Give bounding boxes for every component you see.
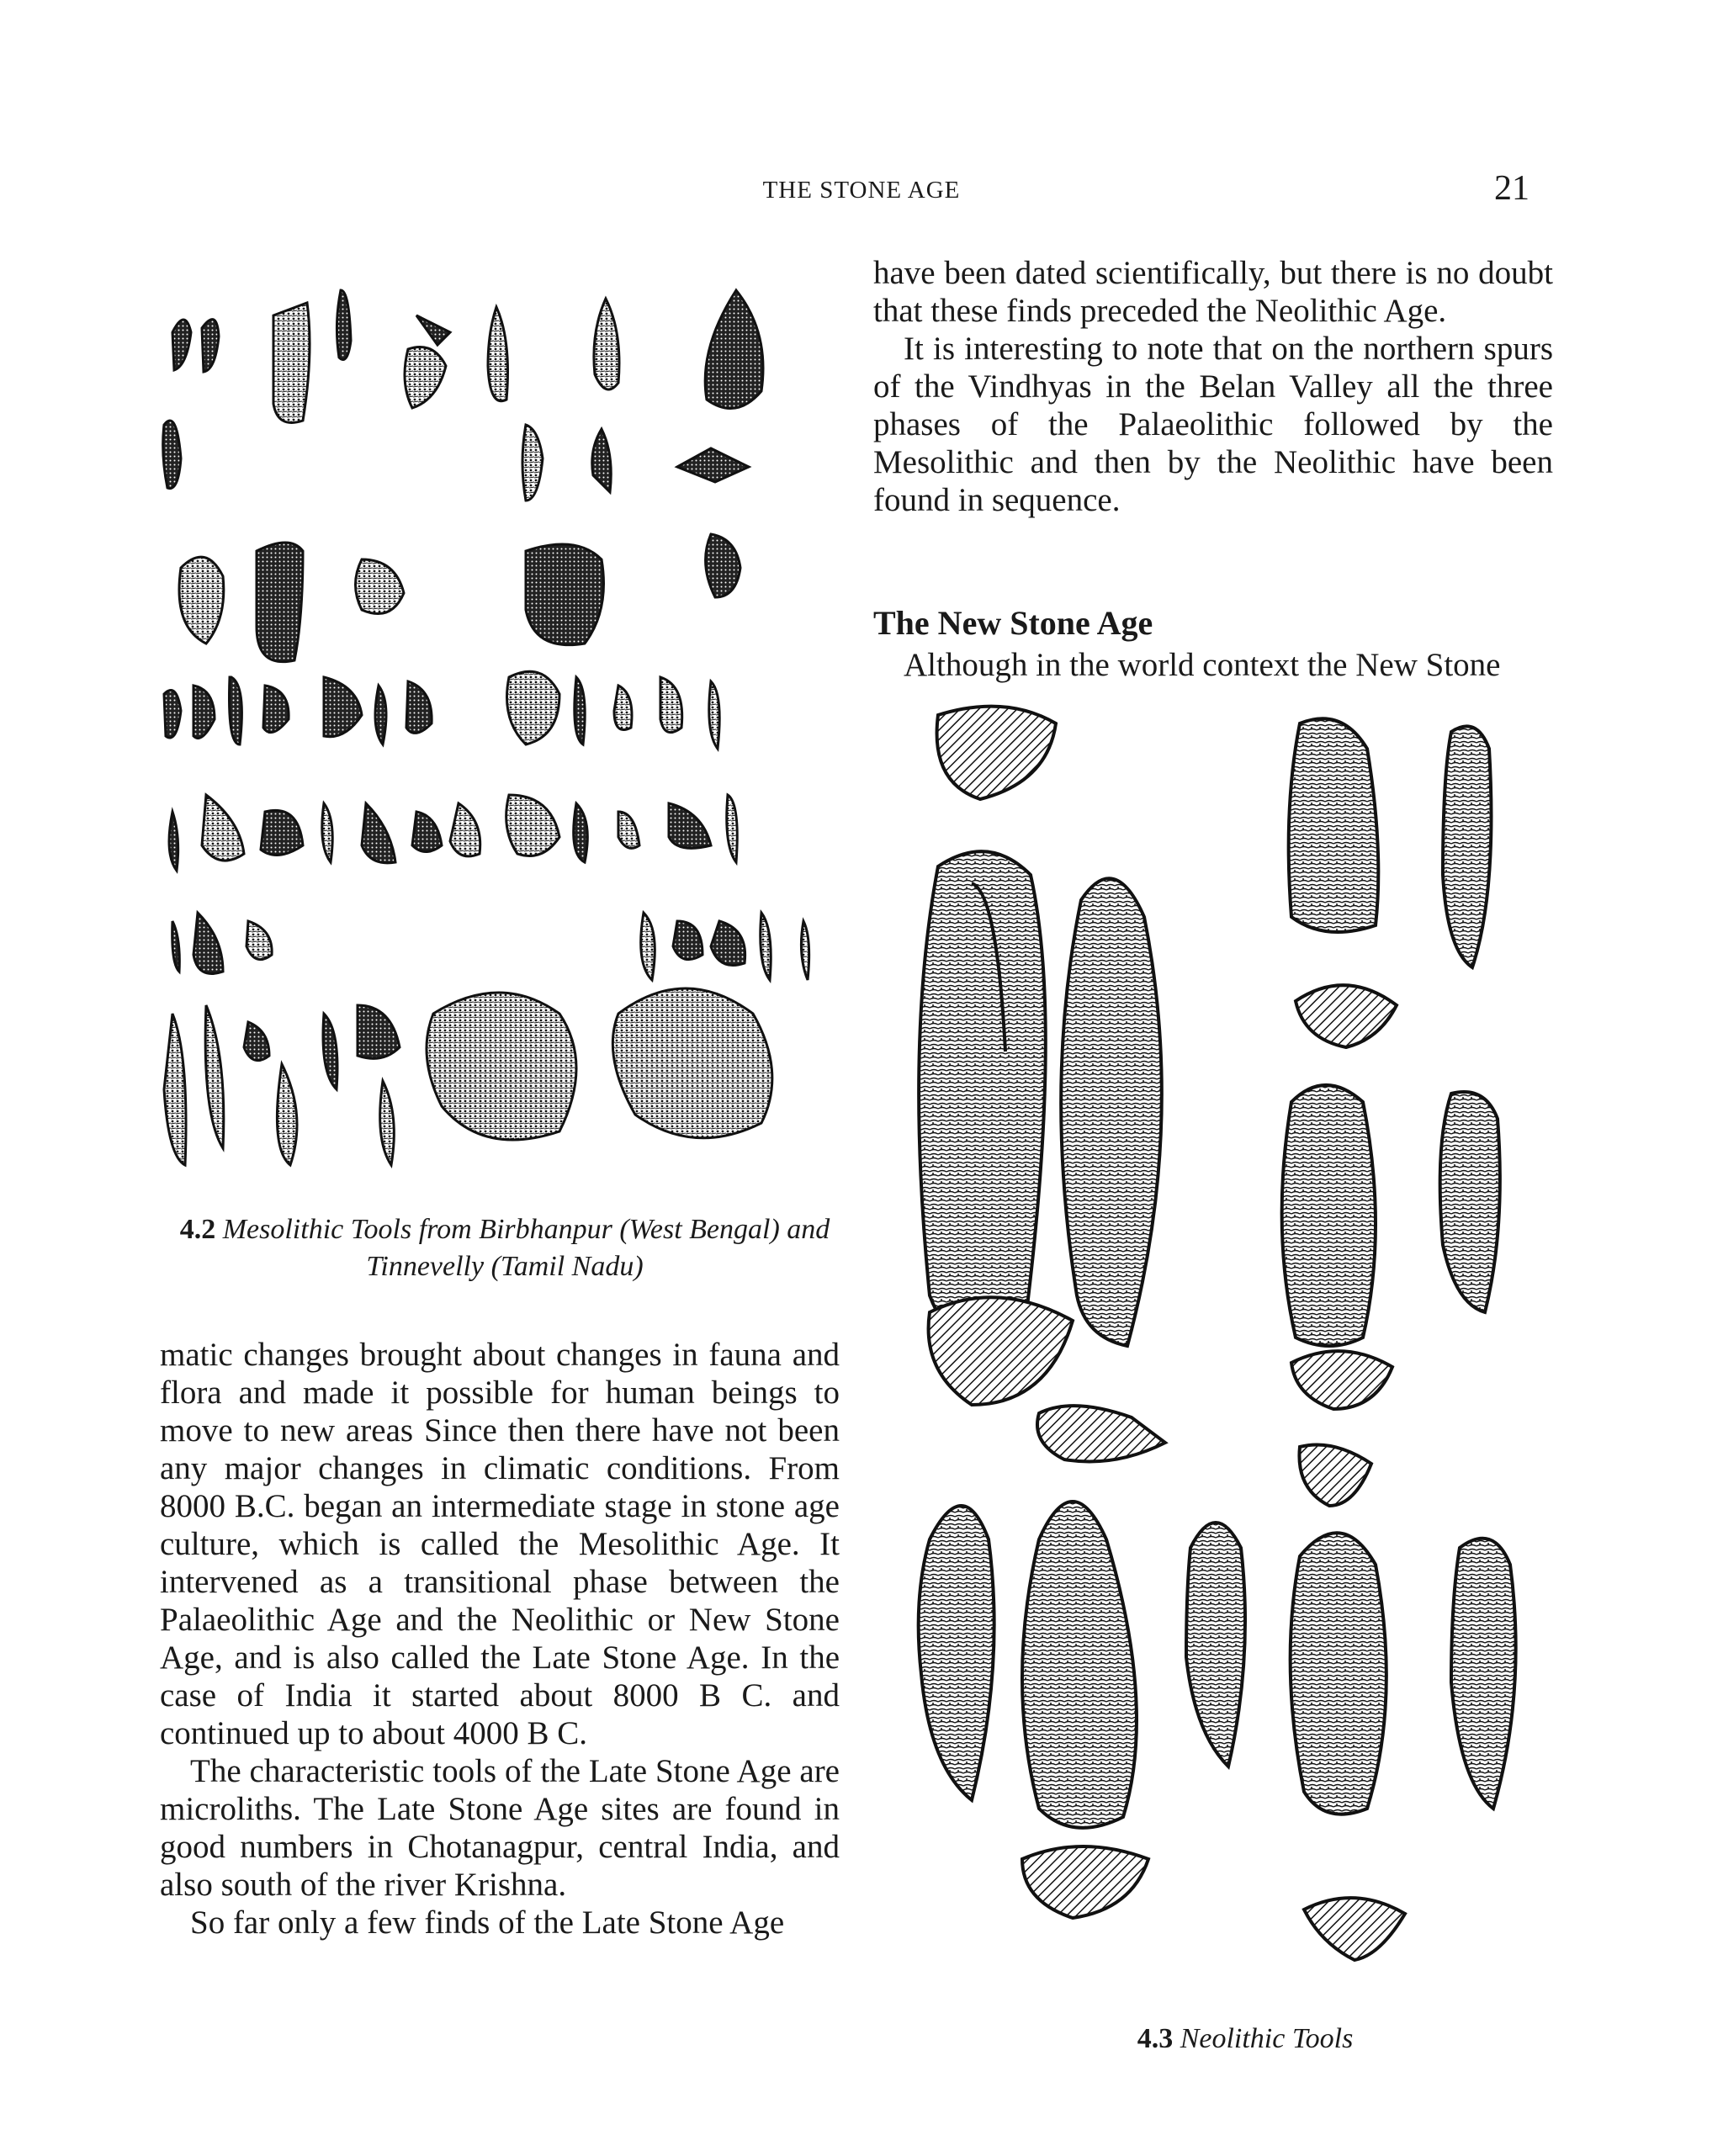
left-column-body <box>160 1336 840 1941</box>
paragraph: So far only a few finds of the Late Stone Age <box>190 1904 785 1941</box>
right-column-section-text <box>873 646 1553 684</box>
figure-4-2-number: 4.2 <box>179 1214 216 1245</box>
paragraph: Although in the world context the New Stone <box>904 647 1501 683</box>
paragraph: have been dated scientifically, but there is no doubt that these finds preceded the Neolithic Age. <box>873 255 1553 329</box>
figure-4-2-text: Mesolithic Tools from Birbhanpur (West Bengal) and Tinnevelly (Tamil Nadu) <box>222 1214 830 1282</box>
running-head: THE STONE AGE <box>762 177 961 204</box>
mesolithic-tools-figure <box>156 257 846 1190</box>
right-column-top <box>873 254 1553 519</box>
page-number: 21 <box>1494 169 1529 208</box>
paragraph: matic changes brought about changes in fauna and flora and made it possible for human beings to move to new areas Since then there have not been any major changes in climatic conditions. From 8000 B.C. began an intermediate stage in stone age culture, which is called the Mesolithic Age. It intervened as a transitional phase between the Palaeolithic Age and the Neolithic or New Stone Age, and is also called the Late Stone Age. In the case of India it started about 8000 B C. and continued up to about 4000 B C. <box>160 1337 840 1751</box>
figure-4-2-caption <box>160 1211 850 1285</box>
figure-4-3-number: 4.3 <box>1137 2023 1174 2054</box>
paragraph: The characteristic tools of the Late Stone Age are microliths. The Late Stone Age sites are found in good numbers in Chotanagpur, central India, and also south of the river Krishna. <box>160 1753 840 1903</box>
section-heading: The New Stone Age <box>873 604 1153 642</box>
figure-4-3-caption <box>1043 2023 1447 2055</box>
neolithic-tools-figure <box>913 698 1577 2010</box>
paragraph: It is interesting to note that on the northern spurs of the Vindhyas in the Belan Valley all the three phases of the Palaeolithic followed by the Mesolithic and then by the Neolithic have been found in sequence. <box>873 331 1553 518</box>
figure-4-3-text: Neolithic Tools <box>1180 2023 1354 2054</box>
